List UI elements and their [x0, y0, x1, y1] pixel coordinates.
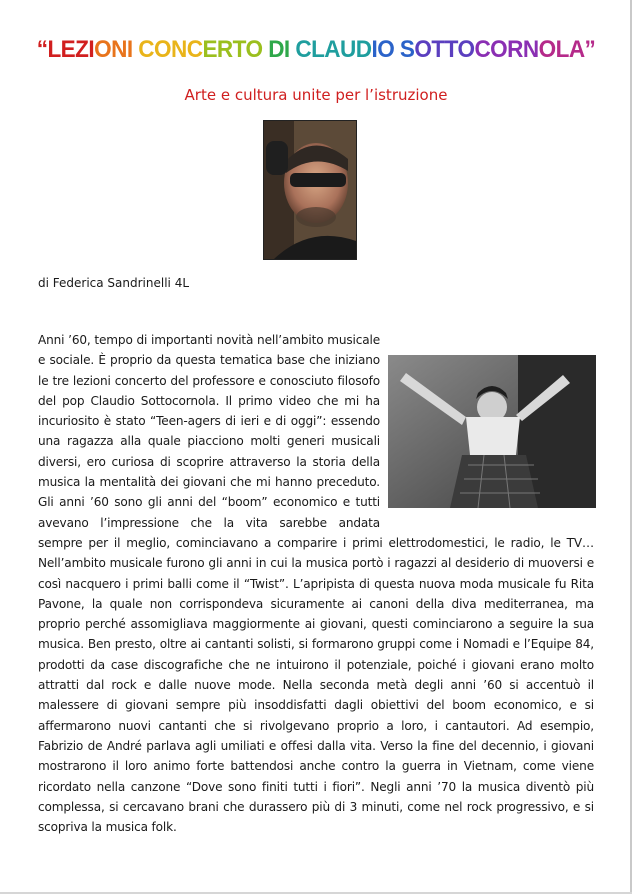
title-letter: N	[111, 36, 127, 63]
rita-pavone-photo	[388, 355, 596, 508]
title-letter: I	[88, 36, 95, 63]
title-letter: L	[47, 36, 61, 63]
title-letter: N	[170, 36, 187, 63]
title-letter: “	[36, 36, 48, 63]
portrait-photo	[263, 120, 357, 260]
title-letter: O	[377, 36, 395, 63]
title-letter: I	[126, 36, 133, 63]
title-letter: I	[283, 36, 290, 63]
title-letter: I	[371, 36, 378, 63]
article-byline: di Federica Sandrinelli 4L	[38, 276, 190, 290]
title-letter: A	[324, 36, 341, 63]
title-letter: N	[522, 36, 539, 63]
article-paragraph: Anni ’60, tempo di importanti novità nell’ambito musicale e sociale. È proprio da questa tematica base che iniziano le tre lezioni concerto del professore e conosciuto filosofo del pop Claudio Sottocornola. Il primo video che mi ha incuriosito è stato “Teen-agers di ieri e di oggi”: essendo una ragazza alla quale piacciono molti generi musicali diversi, ero curiosa di scoprire attraverso la storia della musica la mentalità dei giovani che mi hanno preceduto. Gli anni ’60 sono gli anni del “boom” economico e tutti avevano l’impressione che la vita sarebbe andata sempre per il meglio, cominciavano a comparire i primi elettrodomestici, le radio, le TV… Nell’ambito musicale furono gli anni in cui la musica portò i ragazzi al desiderio di muoversi e così nacquero i primi balli come il “Twist”. L’apripista di questa nuova moda musicale fu Rita Pavone, la quale non corrispondeva sicuramente ai canoni della diva mediterranea, ma proprio perché assomigliava maggiormente ai giovani, questi cominciarono a seguire la sua musica. Ben presto, oltre ai cantanti solisti, si formarono gruppi come i Nomadi e l’Equipe 84, prodotti da case discografiche che ne intuirono il potenziale, poiché i giovani erano molto attratti dal rock e dalle nuove mode. Nella seconda metà degli anni ’60 si accentuò il malessere di giovani sempre più insoddisfatti dagli obiettivi del boom economico, e si affermarono nuovi cantanti che si rivolgevano proprio a loro, i cantautori. Ad esempio, Fabrizio de André parlava agli umiliati e offesi dalla vita. Verso la fine del decennio, i giovani mostrarono il loro animo forte battendosi anche contro la guerra in Vietnam, come viene ricordato nella canzone “Dove sono finiti tutti i fiori”. Negli anni ’70 la musica diventò più complessa, si cercavano brani che durassero più di 3 minuti, come nel rock progressivo, e si scopriva la musica folk.	[38, 333, 594, 835]
title-letter: E	[202, 36, 217, 63]
article-subtitle: Arte e cultura unite per l’istruzione	[184, 86, 448, 104]
title-letter: C	[474, 36, 491, 63]
title-letter: S	[399, 36, 415, 63]
article-title	[25, 36, 606, 64]
title-letter: L	[555, 36, 569, 63]
title-letter: U	[340, 36, 356, 63]
title-letter: Z	[75, 36, 89, 63]
title-letter: O	[414, 36, 432, 63]
title-letter: O	[490, 36, 508, 63]
article-body	[38, 330, 594, 837]
title-letter: D	[355, 36, 372, 63]
title-letter: ”	[584, 36, 596, 63]
title-letter: T	[444, 36, 458, 63]
title-letter: R	[216, 36, 233, 63]
title-letter: O	[153, 36, 171, 63]
title-letter: A	[568, 36, 585, 63]
title-letter: O	[94, 36, 112, 63]
title-letter: T	[431, 36, 445, 63]
title-letter: C	[138, 36, 154, 63]
title-letter: D	[268, 36, 284, 63]
title-letter: R	[507, 36, 523, 63]
title-letter: L	[311, 36, 325, 63]
title-letter: O	[457, 36, 475, 63]
title-letter: E	[60, 36, 76, 63]
title-letter: O	[245, 36, 263, 63]
title-letter: C	[186, 36, 203, 63]
title-letter: T	[232, 36, 246, 63]
title-letter: O	[538, 36, 556, 63]
title-letter: C	[295, 36, 312, 63]
